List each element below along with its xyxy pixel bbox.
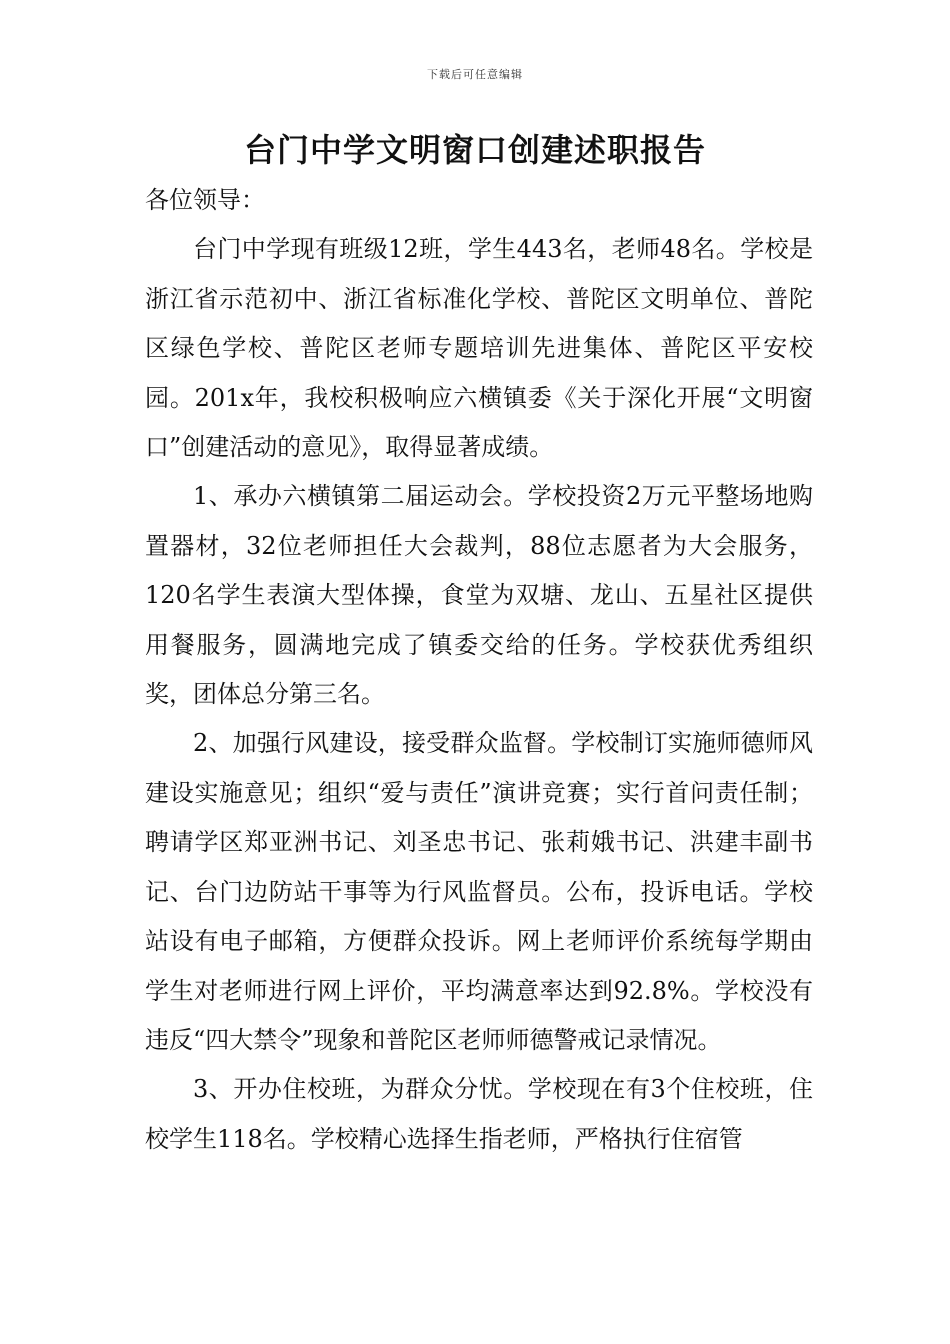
- paragraph-item-1: 1、承办六横镇第二届运动会。学校投资2万元平整场地购置器材，32位老师担任大会裁判，88位志愿者为大会服务，120名学生表演大型体操，食堂为双塘、龙山、五星社区提供用餐服务，圆满地完成了镇委交给的任务。学校获优秀组织奖，团体总分第三名。: [145, 482, 813, 709]
- salutation: 各位领导：: [145, 186, 265, 214]
- paragraph-item-2: 2、加强行风建设，接受群众监督。学校制订实施师德师风建设实施意见；组织“爱与责任”演讲竞赛；实行首问责任制；聘请学区郑亚洲书记、刘圣忠书记、张莉娥书记、洪建丰副书记、台门边防站干事等为行风监督员。公布，投诉电话。学校站设有电子邮箱，方便群众投诉。网上老师评价系统每学期由学生对老师进行网上评价，平均满意率达到92.8%。学校没有违反“四大禁令”现象和普陀区老师师德警戒记录情况。: [145, 729, 813, 1054]
- paragraph-intro: 台门中学现有班级12班，学生443名，老师48名。学校是浙江省示范初中、浙江省标准化学校、普陀区文明单位、普陀区绿色学校、普陀区老师专题培训先进集体、普陀区平安校园。201x年，我校积极响应六横镇委《关于深化开展“文明窗口”创建活动的意见》，取得显著成绩。: [145, 235, 813, 462]
- paragraph-item-3: 3、开办住校班，为群众分忧。学校现在有3个住校班，住校学生118名。学校精心选择生指老师，严格执行住宿管: [145, 1075, 813, 1153]
- document-body: [145, 176, 813, 1164]
- header-note: 下载后可任意编辑: [427, 68, 523, 81]
- document-title: 台门中学文明窗口创建述职报告: [243, 131, 706, 169]
